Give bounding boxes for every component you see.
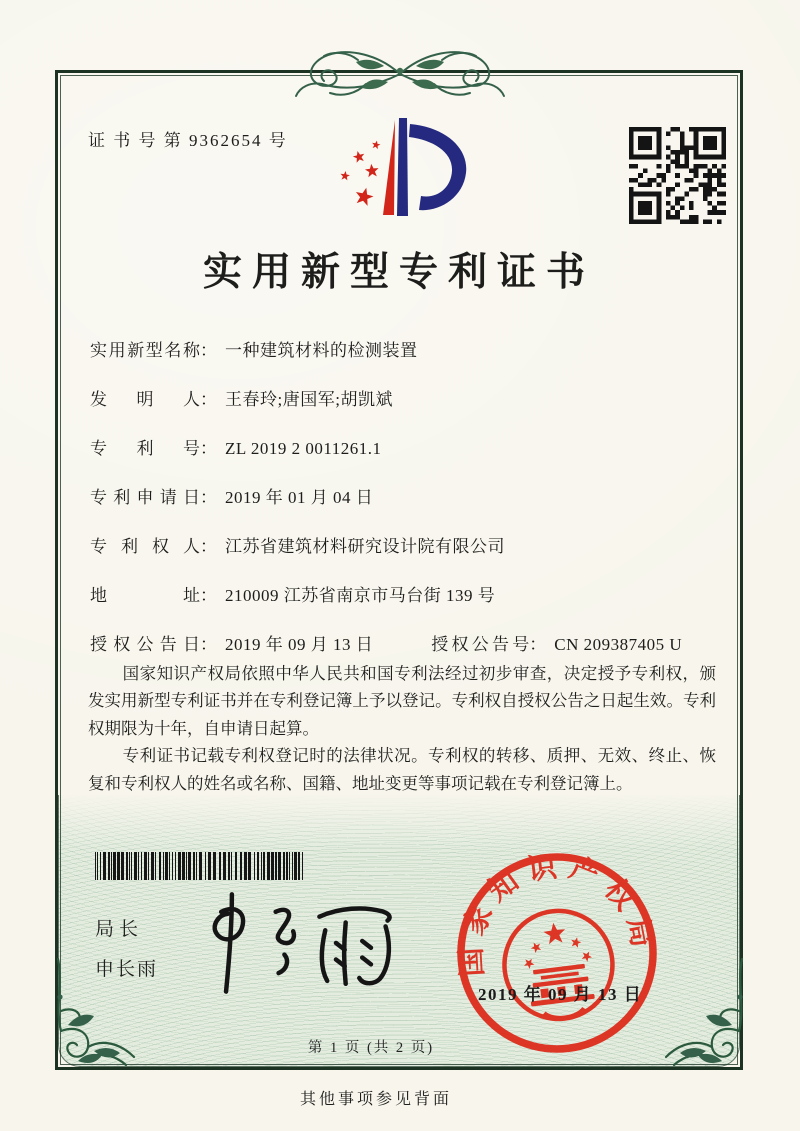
field-value: 2019 年 01 月 04 日	[225, 488, 374, 507]
grant-number-group	[431, 630, 682, 655]
field-row-patentee	[90, 532, 720, 555]
field-value: 210009 江苏省南京市马台街 139 号	[225, 586, 496, 605]
barcode	[95, 852, 309, 880]
colon: ：	[200, 341, 217, 360]
field-row-filing-date	[90, 483, 720, 506]
field-row-grant	[90, 630, 720, 653]
cnipa-logo-icon	[333, 115, 469, 231]
colon: ：	[200, 586, 217, 605]
field-value: CN 209387405 U	[554, 635, 683, 654]
back-side-note: 其他事项参见背面	[300, 1091, 453, 1108]
field-value: 2019 年 09 月 13 日	[225, 635, 374, 654]
commissioner-role-label: 局长	[95, 919, 144, 940]
colon: ：	[529, 635, 547, 654]
colon: ：	[200, 390, 217, 409]
legal-paragraph: 国家知识产权局依照中华人民共和国专利法经过初步审查，决定授予专利权，颁发实用新型专利证书并在专利登记簿上予以登记。专利权自授权公告之日起生效。专利权期限为十年，自申请日起算。	[88, 664, 716, 738]
colon: ：	[200, 635, 217, 654]
field-label: 地址	[90, 586, 200, 605]
field-row-inventors	[90, 385, 720, 408]
field-label: 发明人	[90, 390, 200, 409]
field-row-name	[90, 336, 720, 359]
legal-paragraph: 专利证书记载专利权登记时的法律状况。专利权的转移、质押、无效、终止、恢复和专利权人的姓名或名称、国籍、地址变更等事项记载在专利登记簿上。	[88, 746, 716, 793]
legal-text	[88, 660, 716, 797]
top-flourish-ornament	[238, 38, 562, 106]
field-label: 专利申请日	[90, 488, 200, 507]
field-value: 江苏省建筑材料研究设计院有限公司	[225, 537, 505, 556]
field-value: ZL 2019 2 0011261.1	[225, 439, 382, 458]
field-label: 实用新型名称	[90, 341, 200, 360]
qr-code	[629, 127, 726, 224]
certificate-title: 实用新型专利证书	[202, 251, 595, 294]
handwritten-signature	[192, 880, 406, 1002]
field-label: 授权公告号	[431, 635, 530, 654]
field-label: 授权公告日	[90, 635, 200, 654]
seal-ring-text: 国家知识产权局	[455, 850, 660, 978]
certificate-number: 证 书 号 第 9362654 号	[88, 131, 288, 150]
field-list	[90, 336, 720, 679]
field-label: 专利权人	[90, 537, 200, 556]
colon: ：	[200, 537, 217, 556]
field-row-address	[90, 581, 720, 604]
colon: ：	[200, 488, 217, 507]
national-emblem-icon	[498, 905, 618, 1025]
colon: ：	[200, 439, 217, 458]
field-value: 一种建筑材料的检测装置	[225, 341, 418, 360]
field-value: 王春玲;唐国军;胡凯斌	[225, 390, 393, 409]
seal-date: 2019 年 09 月 13 日	[478, 985, 643, 1004]
field-label: 专利号	[90, 439, 200, 458]
page-number: 第 1 页 (共 2 页)	[307, 1040, 435, 1056]
official-seal	[434, 830, 679, 1075]
field-row-patent-no	[90, 434, 720, 457]
commissioner-name: 申长雨	[95, 959, 159, 980]
